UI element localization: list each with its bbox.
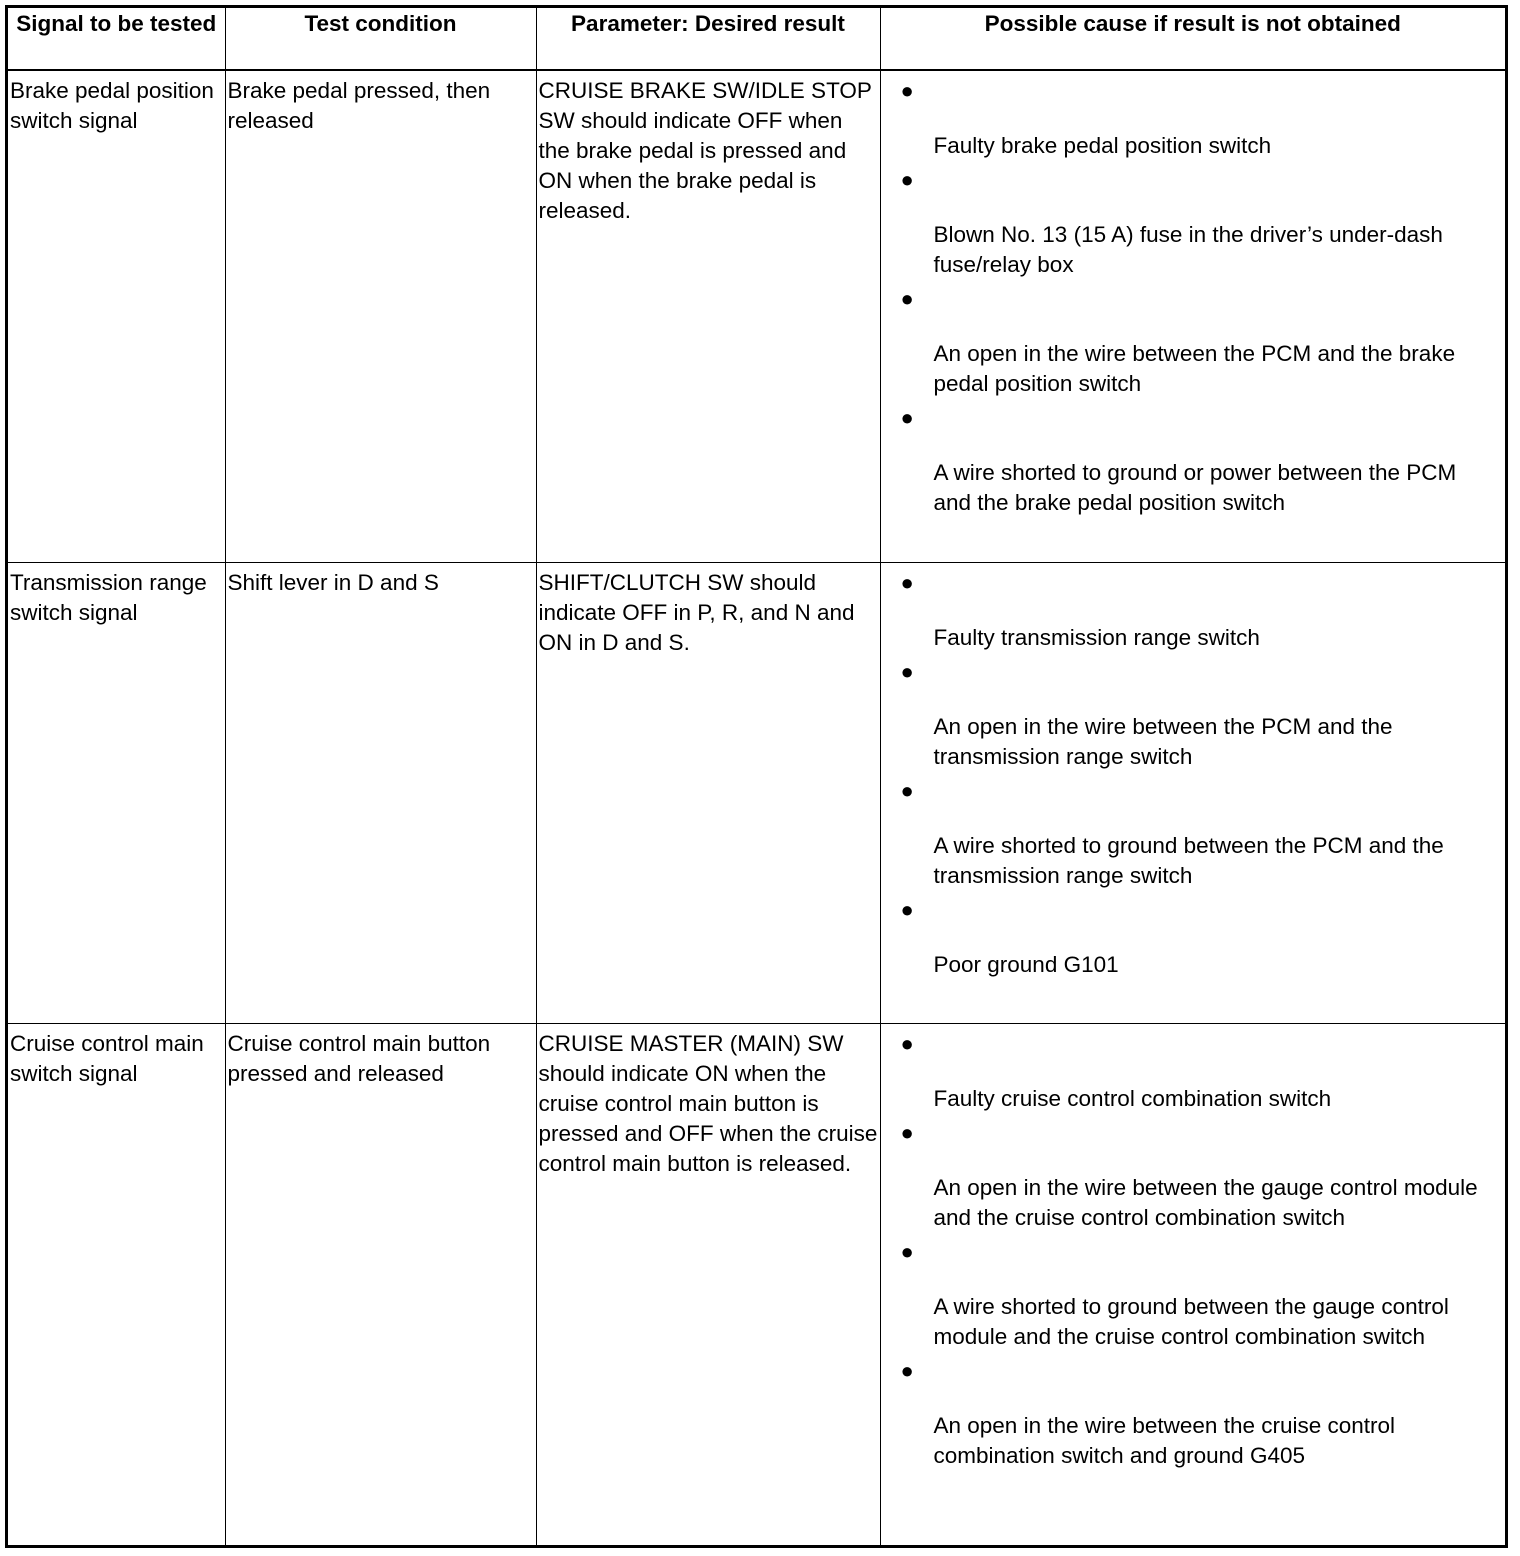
bullet-icon: ● (900, 1357, 914, 1383)
causes-cell (880, 562, 1505, 1023)
cause-text: An open in the wire between the cruise control combination switch and ground G405 (933, 1412, 1396, 1468)
causes-cell (880, 70, 1505, 562)
column-header-signal: Signal to be tested (8, 8, 225, 70)
bullet-icon: ● (900, 167, 914, 192)
bullet-icon: ● (900, 286, 914, 311)
result-cell: SHIFT/CLUTCH SW should indicate OFF in P, R, and N and ON in D and S. (536, 562, 880, 1023)
cause-text: Blown No. 13 (15 A) fuse in the driver’s under-dash fuse/relay box (933, 222, 1443, 277)
condition-cell: Cruise control main button pressed and released (225, 1023, 536, 1545)
bullet-icon: ● (900, 658, 914, 684)
column-header-condition: Test condition (225, 8, 536, 70)
cause-text: Poor ground G101 (933, 951, 1119, 977)
cause-text: A wire shorted to ground between the gauge control module and the cruise control combination switch (933, 1293, 1449, 1349)
cause-text: A wire shorted to ground or power between the PCM and the brake pedal position switch (933, 460, 1457, 515)
bullet-icon: ● (900, 78, 914, 103)
cause-item (883, 1029, 1504, 1114)
cause-text: Faulty cruise control combination switch (933, 1085, 1332, 1111)
table-row (8, 562, 1505, 1023)
cause-text: Faulty brake pedal position switch (933, 133, 1272, 158)
condition-cell: Shift lever in D and S (225, 562, 536, 1023)
bullet-icon: ● (900, 405, 914, 430)
diagnostic-table (8, 8, 1505, 1545)
signal-cell: Transmission range switch signal (8, 562, 225, 1023)
cause-item (883, 776, 1504, 891)
bullet-icon: ● (900, 1030, 914, 1056)
bullet-icon: ● (900, 896, 914, 922)
cause-item (883, 403, 1504, 518)
result-cell: CRUISE MASTER (MAIN) SW should indicate ON when the cruise control main button is pressed and OFF when the cruise control main button is released. (536, 1023, 880, 1545)
cause-list (883, 1029, 1504, 1471)
cause-text: A wire shorted to ground between the PCM and the transmission range switch (933, 832, 1444, 888)
cause-list (883, 568, 1504, 980)
cause-item (883, 165, 1504, 280)
cause-item (883, 657, 1504, 772)
cause-item (883, 1237, 1504, 1352)
cause-text: An open in the wire between the PCM and the brake pedal position switch (933, 341, 1456, 396)
table-row (8, 70, 1505, 562)
cause-item (883, 1356, 1504, 1471)
signal-cell: Brake pedal position switch signal (8, 70, 225, 562)
signal-cell: Cruise control main switch signal (8, 1023, 225, 1545)
cause-text: An open in the wire between the PCM and the transmission range switch (933, 713, 1393, 769)
bullet-icon: ● (900, 569, 914, 595)
cause-item (883, 568, 1504, 653)
cause-item (883, 284, 1504, 399)
column-header-causes: Possible cause if result is not obtained (880, 8, 1505, 70)
header-row (8, 8, 1505, 70)
cause-item (883, 1118, 1504, 1233)
condition-cell: Brake pedal pressed, then released (225, 70, 536, 562)
cause-item (883, 895, 1504, 980)
cause-text: An open in the wire between the gauge control module and the cruise control combination switch (933, 1174, 1478, 1230)
cause-item (883, 76, 1504, 161)
bullet-icon: ● (900, 1119, 914, 1145)
bullet-icon: ● (900, 777, 914, 803)
bullet-icon: ● (900, 1238, 914, 1264)
causes-cell (880, 1023, 1505, 1545)
column-header-result: Parameter: Desired result (536, 8, 880, 70)
cause-text: Faulty transmission range switch (933, 624, 1260, 650)
table-row (8, 1023, 1505, 1545)
result-cell: CRUISE BRAKE SW/IDLE STOP SW should indicate OFF when the brake pedal is pressed and ON when the brake pedal is released. (536, 70, 880, 562)
diagnostic-table-frame (5, 5, 1508, 1548)
cause-list (883, 76, 1504, 518)
